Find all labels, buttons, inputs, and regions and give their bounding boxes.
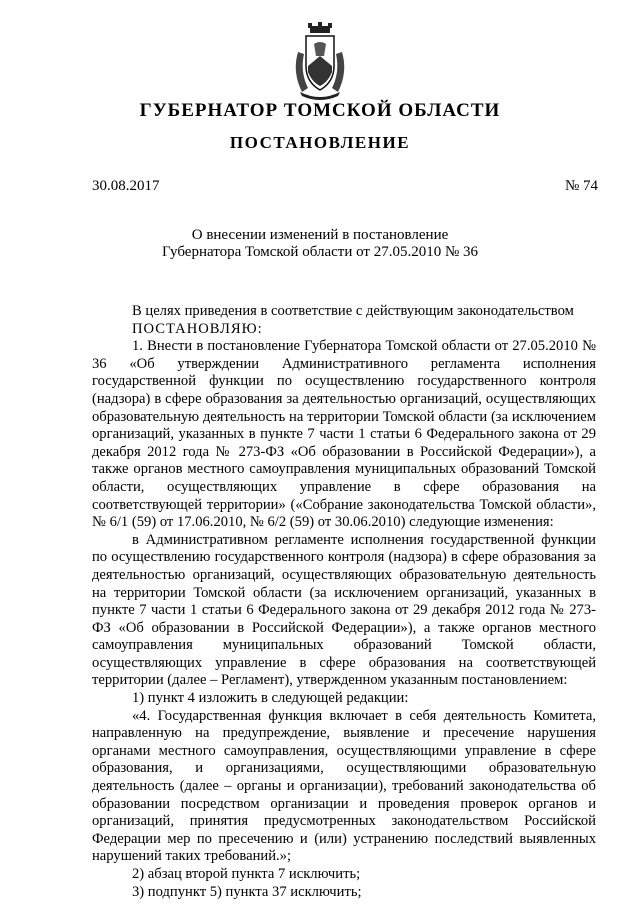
document-body [92,303,596,901]
coat-of-arms-emblem [288,22,352,100]
intro-paragraph: В целях приведения в соответствие с действующим законодательством [132,303,574,319]
quoted-paragraph: «4. Государственная функция включает в себя деятельность Комитета, направленную на предупреждение, выявление и пресечение нарушения органами местного самоуправления, осуществляющими управление в сфере образования, и организациями, осуществляющими образовательную деятельность (далее – органы и организации), требований законодательства об образовании посредством организации и проведения проверок органов и организаций, принятия предусмотренных законодательством Российской Федерации мер по пресечению и (или) устранению последствий выявленных нарушений таких требований.»; [92,707,596,865]
list-item: 1) пункт 4 изложить в следующей редакции: [132,690,409,707]
list-item: 2) абзац второй пункта 7 исключить; [132,866,361,882]
document-type-heading: ПОСТАНОВЛЕНИЕ [229,133,411,152]
document-title [0,227,640,261]
document-date: 30.08.2017 [92,178,160,194]
decree-word: ПОСТАНОВЛЯЮ: [132,320,263,337]
organization-heading: ГУБЕРНАТОР ТОМСКОЙ ОБЛАСТИ [139,100,501,121]
document-number: № 74 [564,178,598,194]
paragraph-amendment: 1. Внести в постановление Губернатора Томской области от 27.05.2010 № 36 «Об утверждении Административного регламента исполнения государственной функции по осуществлению государственного контроля (надзора) в сфере образования за деятельностью организаций, осуществляющих образовательную деятельность на территории Томской области (за исключением организаций, указанных в пункте 7 части 1 статьи 6 Федерального закона от 29 декабря 2012 года № 273-ФЗ «Об образовании в Российской Федерации»), а также органов местного самоуправления муниципальных образований Томской области, осуществляющих управление в сфере образования на соответствующей территории» («Собрание законодательства Томской области», № 6/1 (59) от 17.06.2010, № 6/2 (59) от 30.06.2010) следующие изменения: [92,338,596,531]
document-title-line: О внесении изменений в постановление [191,227,449,243]
document-title-line: Губернатора Томской области от 27.05.2010 № 36 [161,244,479,260]
list-item: 3) подпункт 5) пункта 37 исключить; [132,883,362,900]
paragraph-regulation: в Административном регламенте исполнения государственной функции по осуществлению государственного контроля (надзора) в сфере образования за деятельностью организаций, осуществляющих образовательную деятельность на территории Томской области (за исключением организаций, указанных в пункте 7 части 1 статьи 6 Федерального закона от 29 декабря 2012 года № 273-ФЗ «Об образовании в Российской Федерации»), а также органов местного самоуправления муниципальных образований Томской области, осуществляющих управление в сфере образования на соответствующей территории (далее – Регламент), утвержденном указанным постановлением: [92,531,596,689]
